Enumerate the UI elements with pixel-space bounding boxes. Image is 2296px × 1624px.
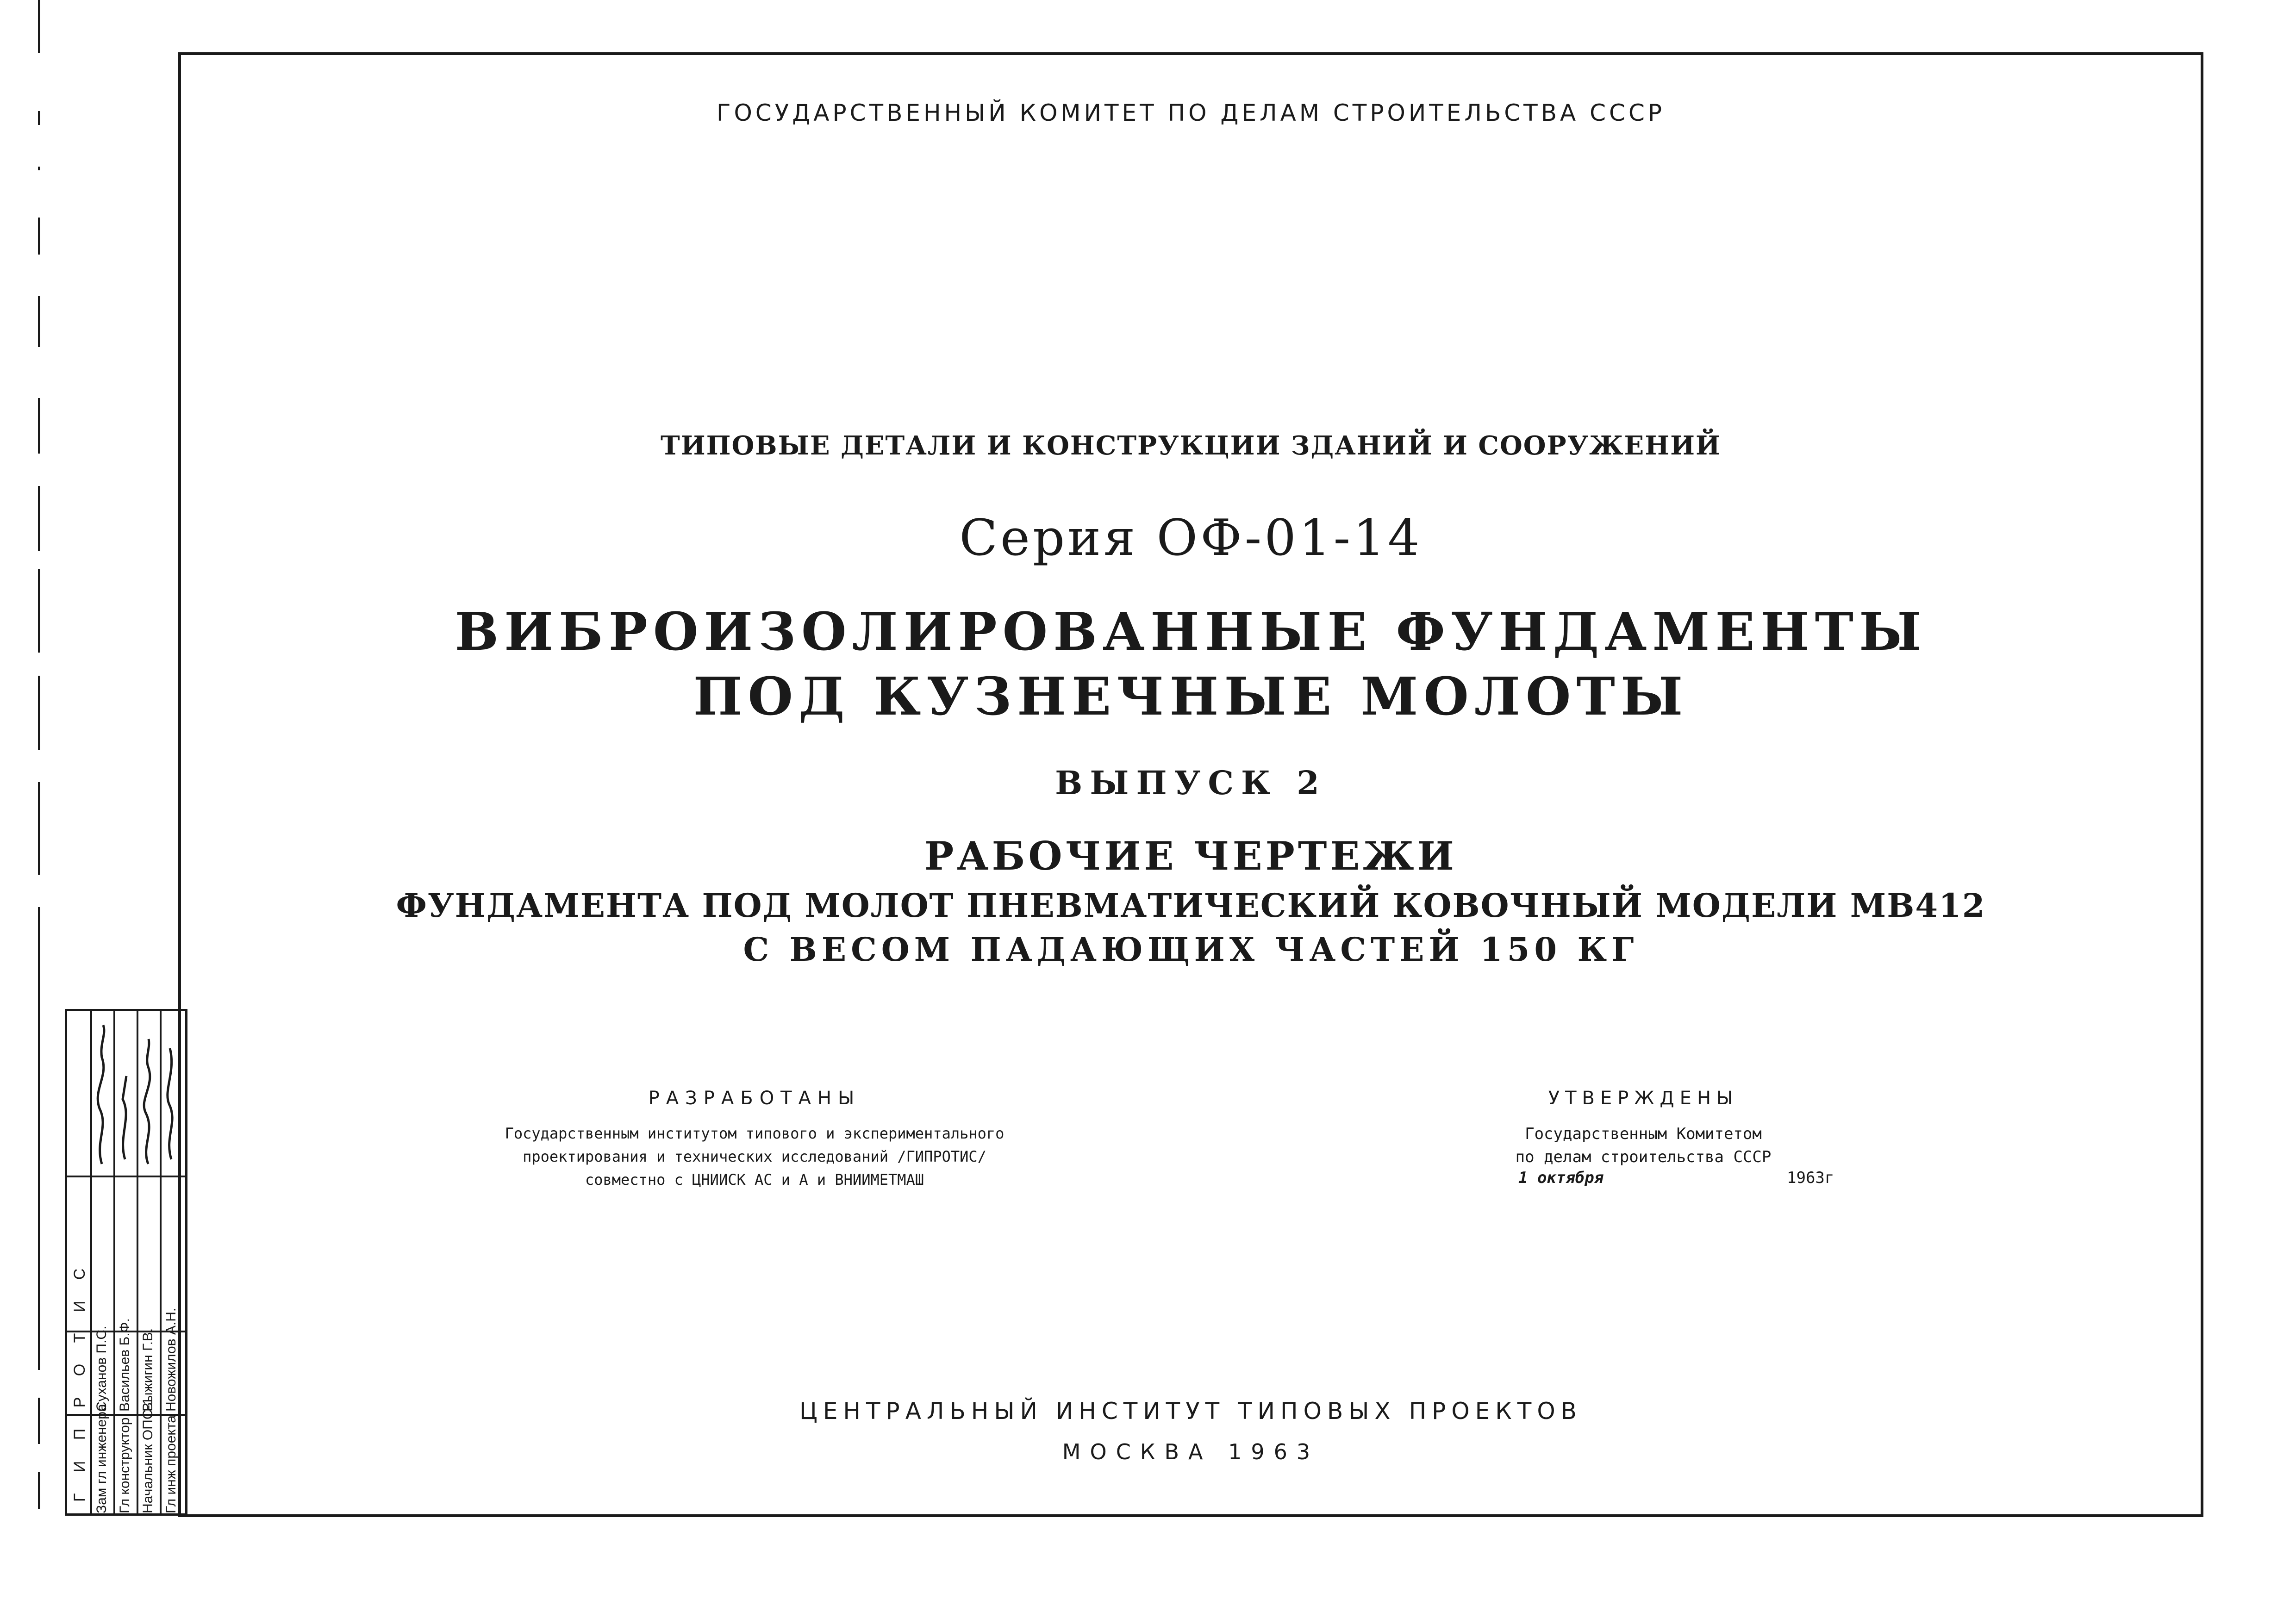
committee-header: ГОСУДАРСТВЕННЫЙ КОМИТЕТ ПО ДЕЛАМ СТРОИТЕЛЬСТВА СССР — [716, 100, 1666, 126]
approved-line2: по делам строительства СССР — [1515, 1148, 1772, 1166]
issue-label: ВЫПУСК 2 — [1055, 764, 1327, 802]
binding-dash — [38, 111, 40, 125]
binding-dash — [38, 782, 40, 875]
binding-dash — [38, 569, 40, 653]
binding-dash — [38, 907, 40, 1370]
stamp-role: Гл конструктор — [117, 1417, 132, 1513]
binding-dash — [38, 676, 40, 750]
developed-line1: Государственным институтом типового и экспериментального — [505, 1125, 1004, 1142]
stamp-org: Г И П Р О Т И С — [71, 1260, 88, 1502]
binding-dash — [38, 1472, 40, 1509]
binding-dash — [38, 218, 40, 255]
binding-dash — [38, 296, 40, 347]
stamp-role: Гл инж проекта — [163, 1415, 179, 1513]
stamp-signatures — [90, 1020, 187, 1173]
stamp-role: Начальник ОПС-1 — [140, 1397, 156, 1513]
working-drawings-label: РАБОЧИЕ ЧЕРТЕЖИ — [924, 833, 1457, 879]
developed-line3: совместно с ЦНИИСК АС и А и ВНИИМЕТМАШ — [585, 1171, 924, 1188]
binding-dash — [38, 398, 40, 454]
institute-footer: ЦЕНТРАЛЬНЫЙ ИНСТИТУТ ТИПОВЫХ ПРОЕКТОВ — [799, 1398, 1582, 1425]
stamp-name: Выжигин Г.В. — [140, 1328, 156, 1412]
binding-line — [38, 0, 40, 53]
approved-date-day: 1 октября — [1518, 1169, 1604, 1187]
binding-dash — [38, 486, 40, 551]
description-line1: ФУНДАМЕНТА ПОД МОЛОТ ПНЕВМАТИЧЕСКИЙ КОВОЧНЫЙ МОДЕЛИ МВ412 — [396, 886, 1986, 925]
approval-stamp — [65, 1009, 187, 1516]
city-year-footer: МОСКВА 1963 — [1062, 1439, 1320, 1464]
main-title-line1: ВИБРОИЗОЛИРОВАННЫЕ ФУНДАМЕНТЫ — [455, 602, 1927, 662]
binding-dash — [38, 1398, 40, 1444]
stamp-name: Васильев Б.Ф. — [117, 1318, 132, 1412]
series-title: Серия ОФ-01-14 — [959, 509, 1423, 567]
binding-dash — [38, 167, 40, 170]
stamp-name: Суханов П.С. — [94, 1325, 109, 1412]
developed-heading: РАЗРАБОТАНЫ — [648, 1088, 861, 1109]
approved-heading: УТВЕРЖДЕНЫ — [1548, 1088, 1739, 1109]
approved-date-year: 1963г — [1787, 1169, 1834, 1187]
stamp-name: Новожилов А.Н. — [163, 1307, 179, 1412]
approved-line1: Государственным Комитетом — [1525, 1125, 1762, 1143]
stamp-role: Зам гл инженера — [94, 1404, 109, 1513]
subtitle: ТИПОВЫЕ ДЕТАЛИ И КОНСТРУКЦИИ ЗДАНИЙ И СООРУЖЕНИЙ — [661, 430, 1721, 461]
developed-line2: проектирования и технических исследований /ГИПРОТИС/ — [523, 1148, 986, 1165]
description-line2: С ВЕСОМ ПАДАЮЩИХ ЧАСТЕЙ 150 КГ — [743, 930, 1639, 969]
main-title-line2: ПОД КУЗНЕЧНЫЕ МОЛОТЫ — [693, 666, 1689, 727]
